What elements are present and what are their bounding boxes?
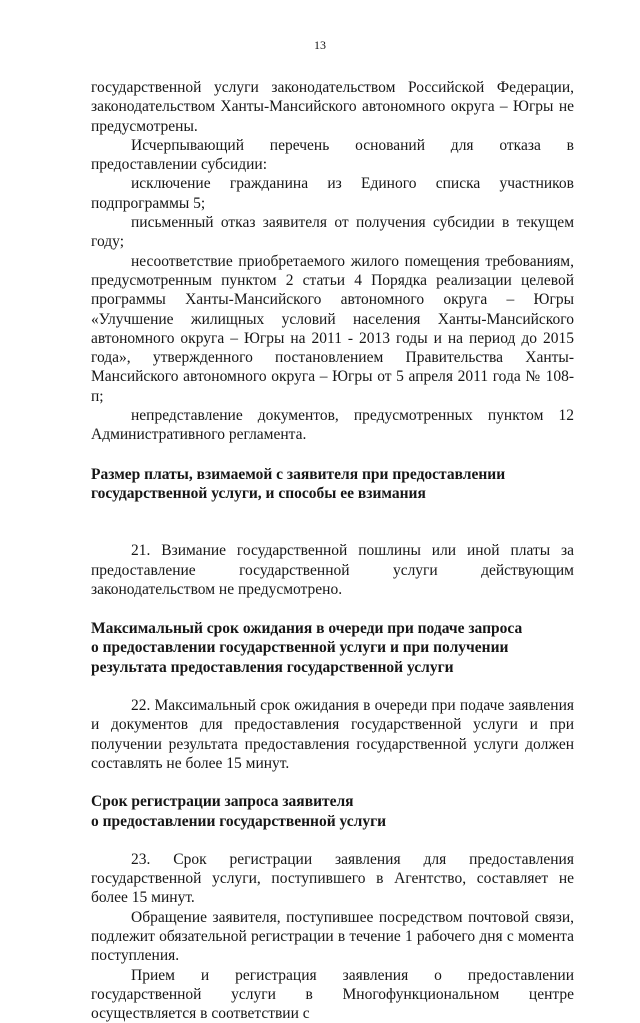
- list-item-written-refusal: письменный отказ заявителя от получения субсидии в текущем году;: [91, 214, 574, 251]
- word: Единого: [361, 175, 417, 193]
- list-item-documents-rest: Административного регламента.: [91, 426, 307, 444]
- page-number: 13: [314, 38, 326, 52]
- word: исключение: [131, 175, 211, 193]
- word: 12: [558, 407, 574, 425]
- word: гражданина: [229, 175, 309, 193]
- heading-line: Максимальный срок ожидания в очереди при подаче запроса: [91, 620, 523, 638]
- paragraph-refusal-grounds: Исчерпывающий перечень оснований для отказа в предоставлении субсидии:: [91, 136, 574, 174]
- paragraph-22: 22. Максимальный срок ожидания в очереди при подаче заявления и документов для предоставления государственной услуги и при получении результата предоставления государственной услуги должен составлять не более 15 минут.: [91, 697, 574, 772]
- word: непредставление: [131, 407, 243, 425]
- word: предусмотренных: [353, 407, 473, 425]
- paragraph-postal: Обращение заявителя, поступившее посредством почтовой связи, подлежит обязательной регистрации в течение 1 рабочего дня с момента поступления.: [91, 908, 574, 965]
- word: из: [327, 175, 342, 193]
- paragraph-21: 21. Взимание государственной пошлины или иной платы за предоставление государственной услуги действующим законодательством не предусмотрено.: [91, 542, 574, 598]
- heading-line: о предоставлении государственной услуги: [91, 812, 387, 830]
- heading-line: результата предоставления государственной услуги: [91, 658, 454, 676]
- list-item-exclusion-line: [91, 174, 574, 193]
- word: пунктом: [487, 407, 544, 425]
- heading-line: Срок регистрации запроса заявителя: [91, 793, 354, 811]
- word: списка: [435, 175, 481, 193]
- word: документов,: [257, 407, 339, 425]
- list-item-documents-line: [91, 406, 574, 425]
- word: участников: [499, 175, 574, 193]
- section-heading-queue: [91, 619, 574, 677]
- section-heading-registration: [91, 792, 574, 831]
- paragraph-mfc: Прием и регистрация заявления о предоставлении государственной услуги в Многофункциональном центре осуществляется в соответствии с: [91, 966, 574, 1023]
- paragraph-23: 23. Срок регистрации заявления для предоставления государственной услуги, поступившего в Агентство, составляет не более 15 минут.: [91, 850, 574, 907]
- heading-line: государственной услуги, и способы ее взимания: [91, 484, 426, 502]
- heading-line: Размер платы, взимаемой с заявителя при предоставлении: [91, 465, 506, 483]
- section-heading-fee: [91, 465, 574, 504]
- heading-line: о предоставлении государственной услуги и при получении: [91, 639, 509, 657]
- paragraph-continuation: государственной услуги законодательством Российской Федерации, законодательством Ханты-Мансийского автономного округа – Югры не предусмотрены.: [91, 79, 574, 135]
- document-body: [91, 78, 574, 1023]
- list-item-exclusion-rest: подпрограммы 5;: [91, 194, 206, 212]
- list-item-nonconformity: несоответствие приобретаемого жилого помещения требованиям, предусмотренным пунктом 2 статьи 4 Порядка реализации целевой программы Ханты-Мансийского автономного округа – Югры «Улучшение жилищных условий населения Ханты-Мансийского автономного округа – Югры на 2011 - 2013 годы и на период до 2015 года», утвержденного постановлением Правительства Ханты-Мансийского автономного округа – Югры от 5 апреля 2011 года № 108-п;: [91, 252, 574, 405]
